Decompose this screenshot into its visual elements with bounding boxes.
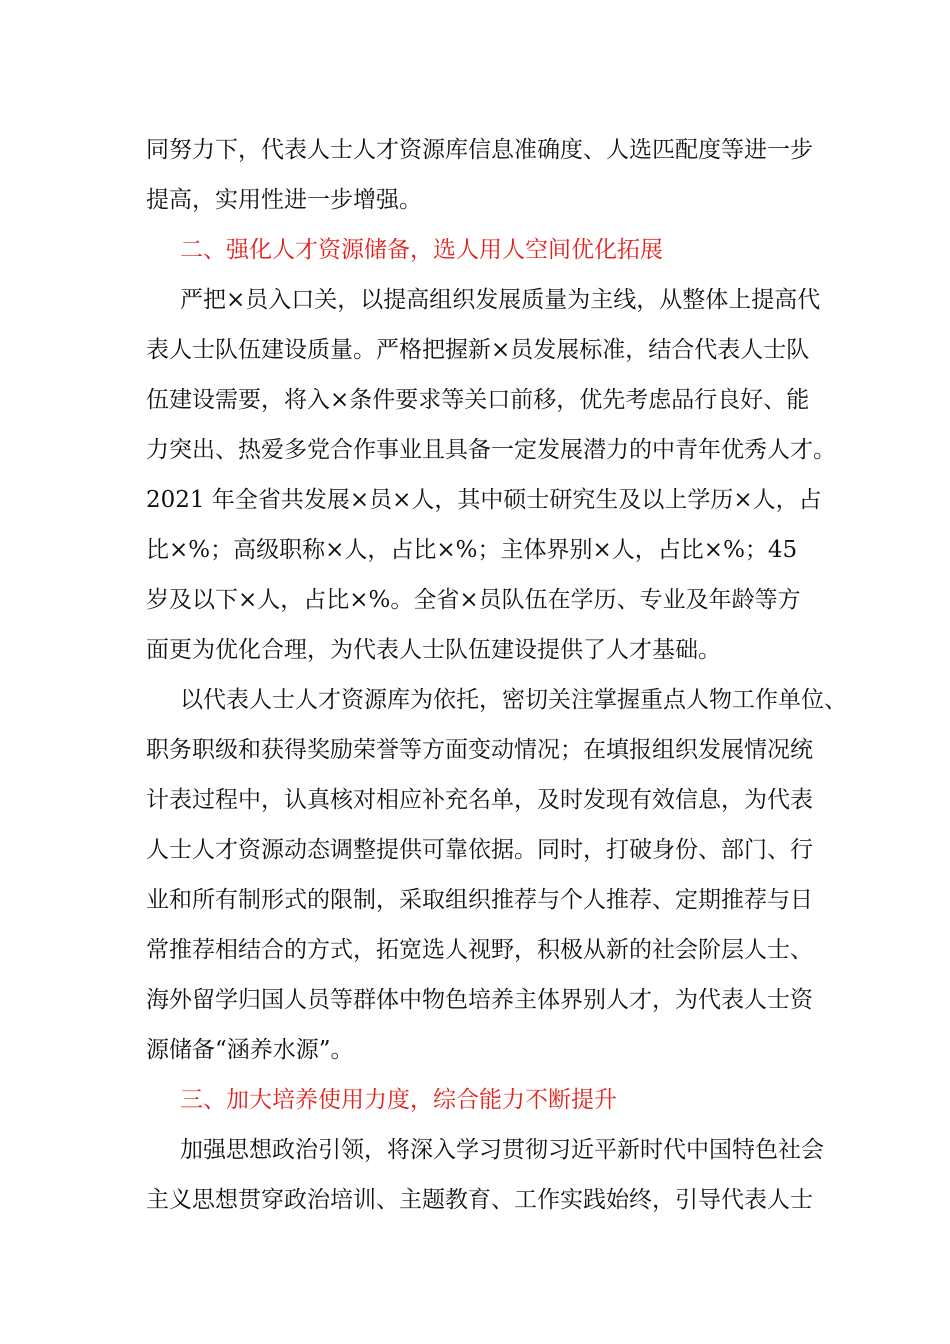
paragraph-line: 表人士队伍建设质量。严格把握新×员发展标准，结合代表人士队 [146, 337, 810, 363]
paragraph-line: 主义思想贯穿政治培训、主题教育、工作实践始终，引导代表人士 [146, 1187, 813, 1213]
paragraph-line: 同努力下，代表人士人才资源库信息准确度、人选匹配度等进一步 [146, 137, 813, 163]
paragraph-line: 比×%；高级职称×人，占比×%；主体界别×人，占比×%；45 [146, 537, 798, 563]
paragraph-line: 常推荐相结合的方式，拓宽选人视野，积极从新的社会阶层人士、 [146, 937, 813, 963]
paragraph-line: 岁及以下×人，占比×%。全省×员队伍在学历、专业及年龄等方 [146, 587, 801, 613]
paragraph-line: 以代表人士人才资源库为依托，密切关注掌握重点人物工作单位、 [180, 687, 847, 713]
paragraph-line: 海外留学归国人员等群体中物色培养主体界别人才，为代表人士资 [146, 987, 813, 1013]
paragraph-line: 职务职级和获得奖励荣誉等方面变动情况；在填报组织发展情况统 [146, 737, 813, 763]
paragraph-line: 源储备“涵养水源”。 [146, 1037, 354, 1063]
paragraph-line: 严把×员入口关，以提高组织发展质量为主线，从整体上提高代 [180, 287, 821, 313]
paragraph-line: 2021 年全省共发展×员×人，其中硕士研究生及以上学历×人，占 [146, 487, 822, 513]
paragraph-line: 业和所有制形式的限制，采取组织推荐与个人推荐、定期推荐与日 [146, 887, 813, 913]
paragraph-line: 加强思想政治引领，将深入学习贯彻习近平新时代中国特色社会 [180, 1137, 824, 1163]
paragraph-line: 面更为优化合理，为代表人士队伍建设提供了人才基础。 [146, 637, 721, 663]
paragraph-line: 力突出、热爱多党合作事业且具备一定发展潜力的中青年优秀人才。 [146, 437, 836, 463]
paragraph-line: 计表过程中，认真核对相应补充名单，及时发现有效信息，为代表 [146, 787, 813, 813]
paragraph-line: 提高，实用性进一步增强。 [146, 187, 422, 213]
section-heading: 二、强化人才资源储备，选人用人空间优化拓展 [180, 237, 663, 263]
paragraph-line: 人士人才资源动态调整提供可靠依据。同时，打破身份、部门、行 [146, 837, 813, 863]
section-heading: 三、加大培养使用力度，综合能力不断提升 [180, 1087, 617, 1113]
paragraph-line: 伍建设需要，将入×条件要求等关口前移，优先考虑品行良好、能 [146, 387, 810, 413]
